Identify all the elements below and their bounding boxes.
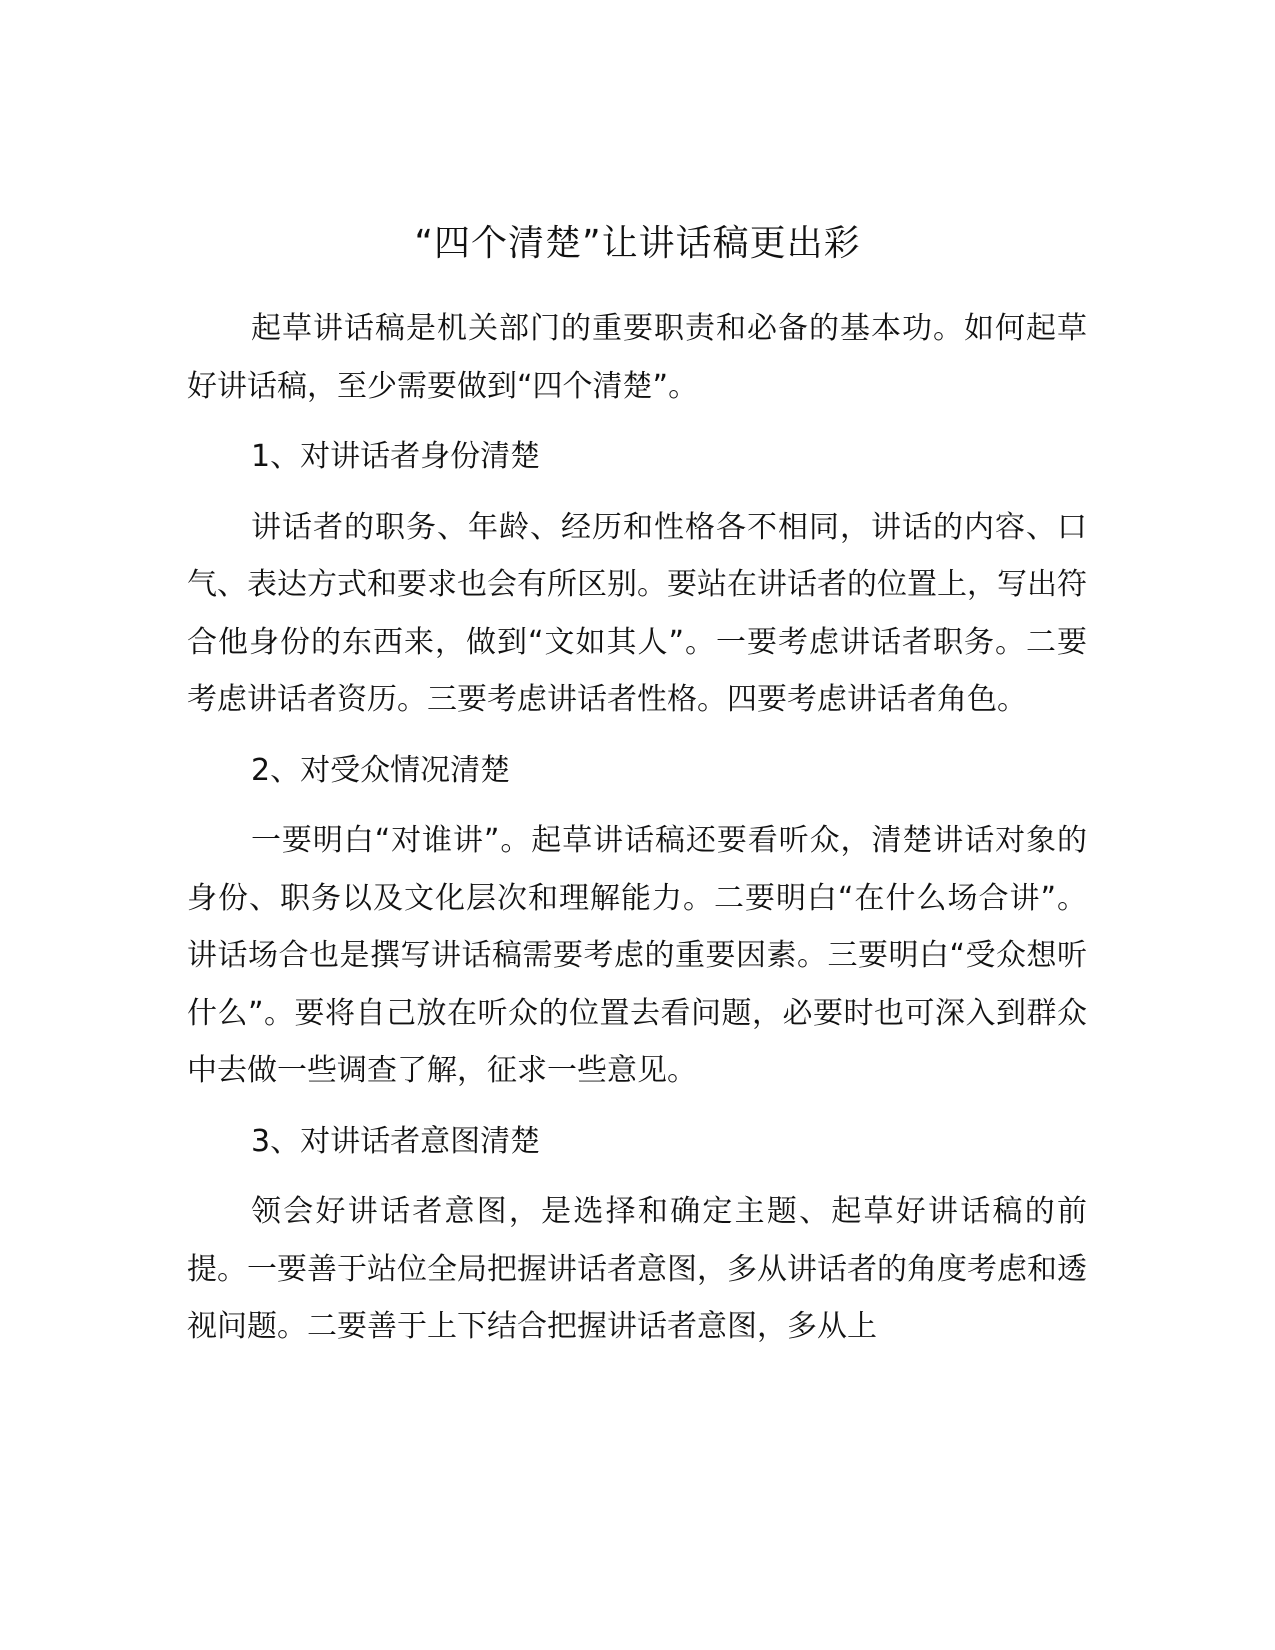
section-1-paragraph: 讲话者的职务、年龄、经历和性格各不相同，讲话的内容、口气、表达方式和要求也会有所区别。要站在讲话者的位置上，写出符合他身份的东西来，做到“文如其人”。一要考虑讲话者职务。二要考虑讲话者资历。三要考虑讲话者性格。四要考虑讲话者角色。	[187, 509, 1087, 717]
intro-paragraph: 起草讲话稿是机关部门的重要职责和必备的基本功。如何起草好讲话稿，至少需要做到“四个清楚”。	[187, 311, 1087, 404]
document-title: “四个清楚”让讲话稿更出彩	[414, 223, 861, 264]
section-3-paragraph: 领会好讲话者意图，是选择和确定主题、起草好讲话稿的前提。一要善于站位全局把握讲话者意图，多从讲话者的角度考虑和透视问题。二要善于上下结合把握讲话者意图，多从上	[187, 1194, 1087, 1344]
section-1-heading: 1、对讲话者身份清楚	[251, 439, 541, 474]
section-2-paragraph: 一要明白“对谁讲”。起草讲话稿还要看听众，清楚讲话对象的身份、职务以及文化层次和理解能力。二要明白“在什么场合讲”。讲话场合也是撰写讲话稿需要考虑的重要因素。三要明白“受众想听什么”。要将自己放在听众的位置去看问题，必要时也可深入到群众中去做一些调查了解，征求一些意见。	[187, 823, 1087, 1088]
document-body	[187, 300, 1087, 1356]
section-2-heading: 2、对受众情况清楚	[251, 752, 511, 788]
section-3-heading: 3、对讲话者意图清楚	[251, 1123, 541, 1159]
